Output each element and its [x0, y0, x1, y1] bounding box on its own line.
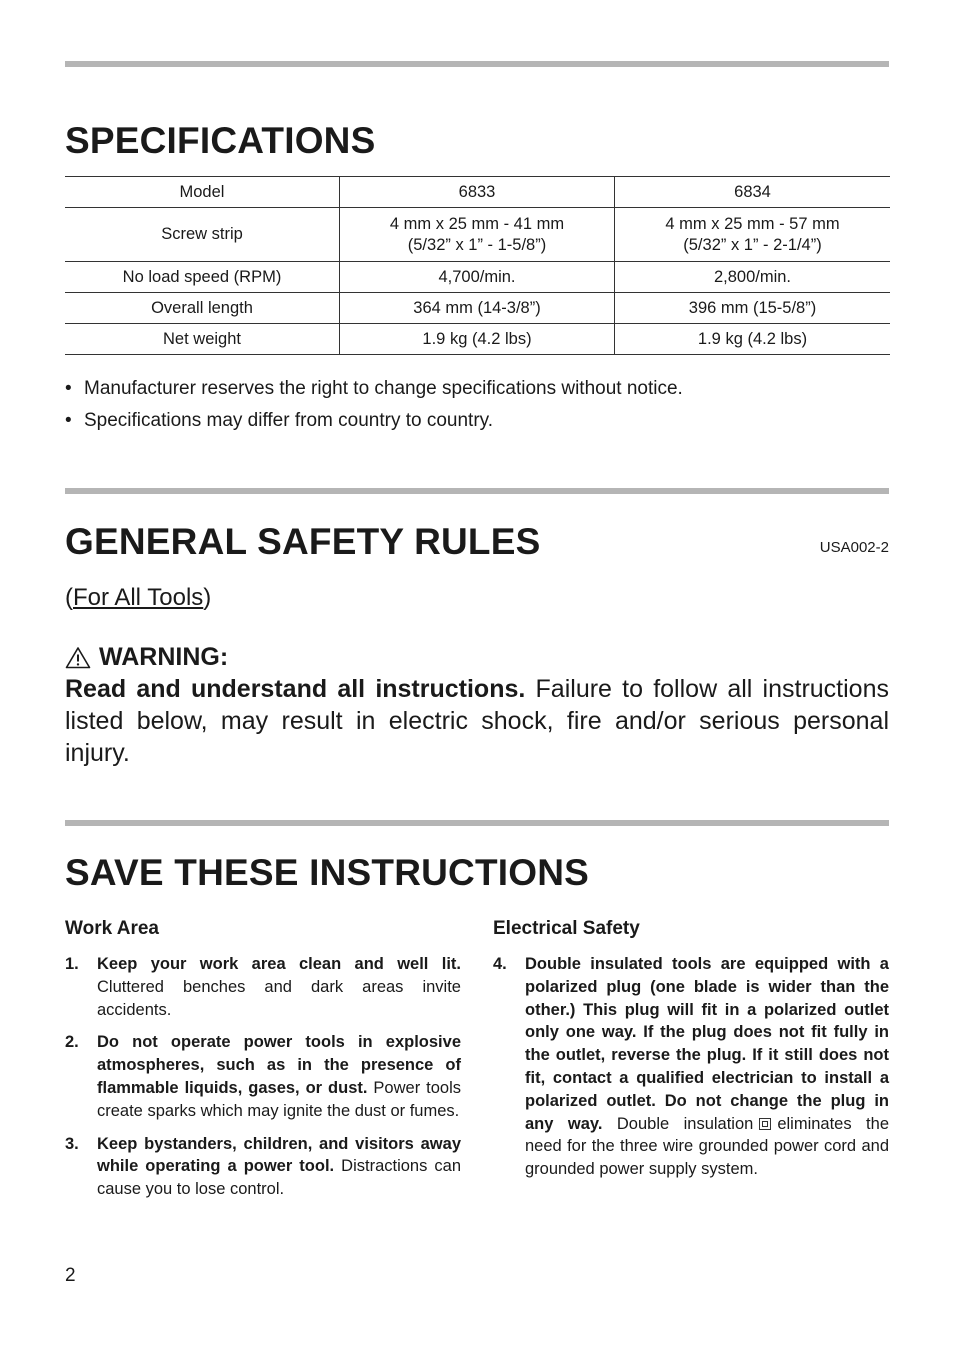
table-header-row — [65, 177, 890, 208]
cell-line: 4 mm x 25 mm - 57 mm — [665, 214, 840, 233]
subtitle-open: ( — [65, 584, 73, 611]
warning-label: WARNING: — [99, 643, 229, 671]
table-row — [65, 324, 890, 355]
item-text: Cluttered benches and dark areas invite accidents. — [97, 977, 461, 1019]
item-number: 2. — [65, 1033, 79, 1052]
subtitle — [65, 584, 211, 612]
warning-body — [65, 673, 889, 769]
specification-notes — [65, 377, 889, 441]
table-cell: Net weight — [65, 324, 340, 355]
item-bold-text: Keep bystanders, children, and visitors away while operating a power tool. — [97, 1134, 461, 1176]
item-number: 3. — [65, 1134, 79, 1153]
section-rule — [65, 820, 889, 826]
table-row — [65, 262, 890, 293]
warning-text: Failure to follow all instructions listed below, may result in electric shock, fire and/or serious personal injury. — [65, 675, 889, 767]
list-item — [65, 1031, 461, 1122]
save-instructions-title: SAVE THESE INSTRUCTIONS — [65, 852, 590, 893]
document-code: USA002-2 — [819, 539, 889, 556]
work-area-list — [65, 953, 461, 1211]
item-bold-text: Keep your work area clean and well lit. — [97, 955, 461, 973]
subtitle-text: For All Tools — [73, 584, 204, 611]
table-cell: Model — [65, 177, 340, 208]
list-item — [65, 1133, 461, 1201]
work-area-heading: Work Area — [65, 918, 159, 939]
top-rule — [65, 61, 889, 67]
cell-line: 4 mm x 25 mm - 41 mm — [389, 214, 565, 233]
table-cell: 1.9 kg (4.2 lbs) — [615, 324, 891, 355]
electrical-safety-heading: Electrical Safety — [493, 918, 640, 939]
item-text-after: eliminates the need for the three wire grounded power cord and grounded power supply system. — [525, 1114, 889, 1179]
warning-triangle-icon — [65, 646, 91, 669]
item-number: 4. — [493, 955, 507, 973]
list-item — [65, 953, 461, 1021]
item-text: Distractions can cause you to lose control. — [97, 1157, 461, 1199]
table-cell: 364 mm (14-3/8”) — [340, 293, 615, 324]
table-cell: 4,700/min. — [340, 262, 615, 293]
cell-line: (5/32” x 1” - 1-5/8”) — [407, 235, 547, 254]
table-cell: 2,800/min. — [615, 262, 891, 293]
electrical-safety-list — [493, 953, 889, 1191]
cell-line: (5/32” x 1” - 2-1/4”) — [683, 235, 822, 254]
table-cell: 396 mm (15-5/8”) — [615, 293, 891, 324]
section-rule — [65, 488, 889, 494]
specifications-title: SPECIFICATIONS — [65, 120, 376, 161]
table-cell: Overall length — [65, 293, 340, 324]
table-cell: 6833 — [340, 177, 615, 208]
specifications-table — [65, 176, 890, 355]
warning-block — [65, 641, 889, 769]
table-cell: 6834 — [615, 177, 891, 208]
item-text: Power tools create sparks which may ignite the dust or fumes. — [97, 1078, 461, 1120]
table-cell: 1.9 kg (4.2 lbs) — [340, 324, 615, 355]
item-number: 1. — [65, 955, 79, 973]
warning-bold-text: Read and understand all instructions. — [65, 675, 526, 703]
subtitle-close: ) — [203, 584, 212, 611]
item-bold-text: Do not operate power tools in explosive atmospheres, such as in the presence of flammable liquids, gases, or dust. — [97, 1033, 461, 1097]
table-cell: No load speed (RPM) — [65, 262, 340, 293]
page-number: 2 — [65, 1265, 76, 1286]
table-cell — [615, 208, 891, 262]
item-text: Double insulation — [602, 1114, 754, 1133]
table-row — [65, 293, 890, 324]
double-insulation-icon — [759, 1118, 771, 1130]
table-cell — [340, 208, 615, 262]
note-item: • Specifications may differ from country to country. — [65, 409, 889, 433]
warning-heading — [65, 641, 889, 673]
item-bold-text: Double insulated tools are equipped with a polarized plug (one blade is wider than the other.) This plug will fit in a polarized outlet only one way. If the plug does not fit fully in the outlet, reverse the plug. If it still does not fit, contact a qualified electrician to install a polarized outlet. Do not change the plug in any way. — [525, 955, 889, 1133]
general-safety-title: GENERAL SAFETY RULES — [65, 521, 541, 562]
table-cell: Screw strip — [65, 208, 340, 262]
note-item: • Manufacturer reserves the right to change specifications without notice. — [65, 377, 889, 401]
list-item — [493, 953, 889, 1181]
table-row — [65, 208, 890, 262]
